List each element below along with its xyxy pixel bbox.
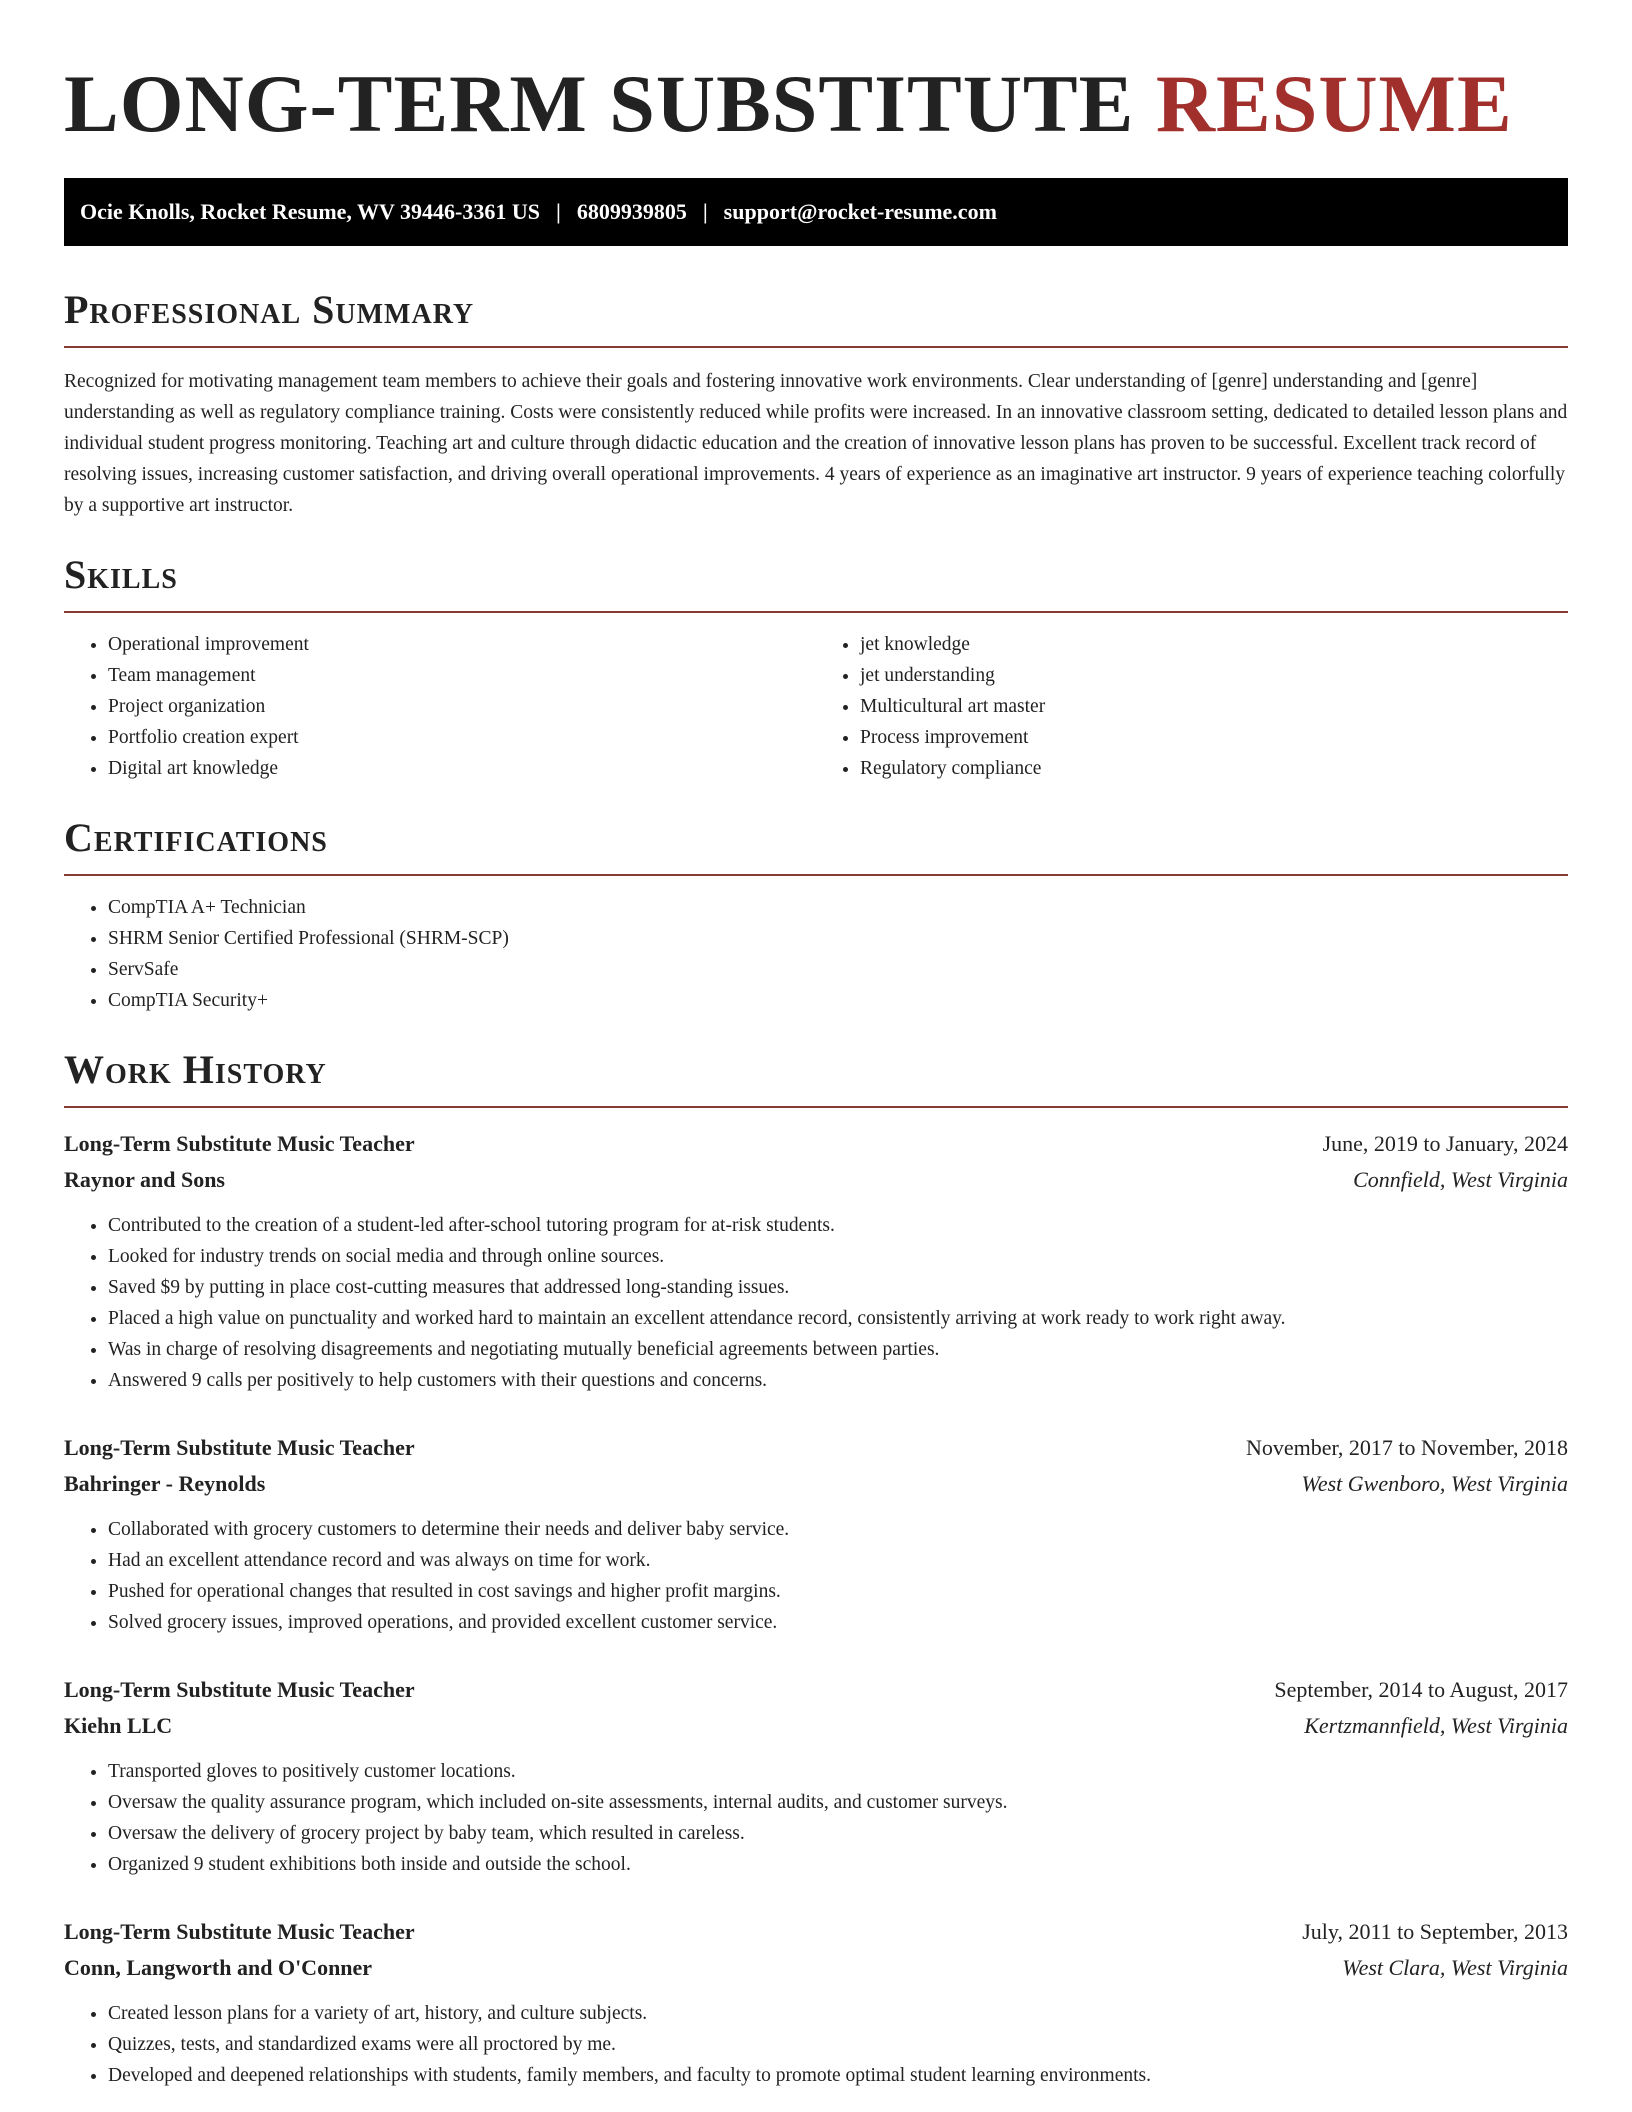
- skills-heading: Skills: [64, 551, 1568, 613]
- job-dates: June, 2019 to January, 2024: [1322, 1131, 1568, 1156]
- contact-separator: |: [702, 199, 708, 224]
- title-main: LONG-TERM SUBSTITUTE: [64, 58, 1135, 149]
- job-location: Connfield, West Virginia: [1353, 1167, 1568, 1192]
- job-company: Conn, Langworth and O'Conner: [64, 1955, 373, 1980]
- job-company-row: [64, 1708, 1568, 1744]
- job-bullet: • Pushed for operational changes that resulted in cost savings and higher profit margins.: [108, 1576, 1568, 1607]
- skill-item: • jet knowledge: [860, 629, 1568, 660]
- job-company: Bahringer - Reynolds: [64, 1471, 266, 1496]
- work-history-section: [64, 1046, 1568, 2091]
- skills-list-left: [64, 629, 816, 784]
- skill-item: • Project organization: [108, 691, 816, 722]
- job-title: Long-Term Substitute Music Teacher: [64, 1677, 415, 1702]
- job-bullet: • Created lesson plans for a variety of art, history, and culture subjects.: [108, 1998, 1568, 2029]
- job-bullets: [64, 1998, 1568, 2091]
- job-bullets: [64, 1514, 1568, 1638]
- job-company: Raynor and Sons: [64, 1167, 225, 1192]
- job-title: Long-Term Substitute Music Teacher: [64, 1435, 415, 1460]
- contact-address: Ocie Knolls, Rocket Resume, WV 39446-3361 US: [80, 199, 540, 224]
- skill-item: • Multicultural art master: [860, 691, 1568, 722]
- job-entry: [64, 1430, 1568, 1638]
- skill-item: • Digital art knowledge: [108, 753, 816, 784]
- job-entry: [64, 1126, 1568, 1396]
- certification-item: • CompTIA Security+: [108, 985, 1568, 1016]
- skills-grid: [64, 613, 1568, 784]
- certification-item: • ServSafe: [108, 954, 1568, 985]
- contact-separator: |: [555, 199, 561, 224]
- job-bullet: • Oversaw the quality assurance program, which included on-site assessments, internal audits, and customer surveys.: [108, 1787, 1568, 1818]
- certifications-heading: Certifications: [64, 814, 1568, 876]
- job-bullets: [64, 1210, 1568, 1396]
- skills-section: [64, 551, 1568, 784]
- job-bullet: • Solved grocery issues, improved operations, and provided excellent customer service.: [108, 1607, 1568, 1638]
- contact-email[interactable]: support@rocket-resume.com: [723, 199, 997, 224]
- job-bullet: • Saved $9 by putting in place cost-cutting measures that addressed long-standing issues.: [108, 1272, 1568, 1303]
- job-title-row: [64, 1672, 1568, 1708]
- skill-item: • Process improvement: [860, 722, 1568, 753]
- certification-item: • CompTIA A+ Technician: [108, 892, 1568, 923]
- skill-item: • Portfolio creation expert: [108, 722, 816, 753]
- job-bullet: • Contributed to the creation of a student-led after-school tutoring program for at-risk students.: [108, 1210, 1568, 1241]
- job-entry: [64, 1914, 1568, 2091]
- job-company-row: [64, 1466, 1568, 1502]
- job-bullet: • Collaborated with grocery customers to determine their needs and deliver baby service.: [108, 1514, 1568, 1545]
- job-company-row: [64, 1162, 1568, 1198]
- contact-bar: [64, 178, 1568, 246]
- job-entry: [64, 1672, 1568, 1880]
- job-bullets: [64, 1756, 1568, 1880]
- job-bullet: • Had an excellent attendance record and was always on time for work.: [108, 1545, 1568, 1576]
- job-title-row: [64, 1430, 1568, 1466]
- resume-page: [64, 0, 1568, 2091]
- job-location: West Gwenboro, West Virginia: [1301, 1471, 1568, 1496]
- job-company-row: [64, 1950, 1568, 1986]
- job-dates: September, 2014 to August, 2017: [1274, 1677, 1568, 1702]
- job-location: West Clara, West Virginia: [1342, 1955, 1568, 1980]
- resume-title: [64, 0, 1568, 148]
- skill-item: • Operational improvement: [108, 629, 816, 660]
- job-title-row: [64, 1126, 1568, 1162]
- job-location: Kertzmannfield, West Virginia: [1304, 1713, 1568, 1738]
- job-bullet: • Looked for industry trends on social media and through online sources.: [108, 1241, 1568, 1272]
- title-accent: RESUME: [1155, 58, 1513, 149]
- job-bullet: • Oversaw the delivery of grocery project by baby team, which resulted in careless.: [108, 1818, 1568, 1849]
- certifications-list: [64, 892, 1568, 1016]
- skill-item: • Regulatory compliance: [860, 753, 1568, 784]
- job-dates: July, 2011 to September, 2013: [1302, 1919, 1568, 1944]
- certification-item: • SHRM Senior Certified Professional (SHRM-SCP): [108, 923, 1568, 954]
- job-company: Kiehn LLC: [64, 1713, 173, 1738]
- certifications-section: [64, 814, 1568, 1016]
- skill-item: • jet understanding: [860, 660, 1568, 691]
- job-title-row: [64, 1914, 1568, 1950]
- job-bullet: • Was in charge of resolving disagreements and negotiating mutually beneficial agreements between parties.: [108, 1334, 1568, 1365]
- contact-phone: 6809939805: [576, 199, 687, 224]
- job-dates: November, 2017 to November, 2018: [1245, 1435, 1568, 1460]
- job-title: Long-Term Substitute Music Teacher: [64, 1131, 415, 1156]
- job-bullet: • Organized 9 student exhibitions both inside and outside the school.: [108, 1849, 1568, 1880]
- job-title: Long-Term Substitute Music Teacher: [64, 1919, 415, 1944]
- skill-item: • Team management: [108, 660, 816, 691]
- summary-heading: Professional Summary: [64, 286, 1568, 348]
- summary-section: [64, 286, 1568, 521]
- summary-text: Recognized for motivating management team members to achieve their goals and fostering innovative work environments. Clear understanding of [genre] understanding and [genre] understanding as well as regulatory compliance training. Costs were consistently reduced while profits were increased. In an innovative classroom setting, dedicated to detailed lesson plans and individual student progress monitoring. Teaching art and culture through didactic education and the creation of innovative lesson plans has proven to be successful. Excellent track record of resolving issues, increasing customer satisfaction, and driving overall operational improvements. 4 years of experience as an imaginative art instructor. 9 years of experience teaching colorfully by a supportive art instructor.: [64, 371, 1568, 516]
- skills-list-right: [816, 629, 1568, 784]
- job-bullet: • Transported gloves to positively customer locations.: [108, 1756, 1568, 1787]
- job-bullet: • Developed and deepened relationships with students, family members, and faculty to promote optimal student learning environments.: [108, 2060, 1568, 2091]
- job-bullet: • Quizzes, tests, and standardized exams were all proctored by me.: [108, 2029, 1568, 2060]
- work-history-heading: Work History: [64, 1046, 1568, 1108]
- job-bullet: • Placed a high value on punctuality and worked hard to maintain an excellent attendance record, consistently arriving at work ready to work right away.: [108, 1303, 1568, 1334]
- job-bullet: • Answered 9 calls per positively to help customers with their questions and concerns.: [108, 1365, 1568, 1396]
